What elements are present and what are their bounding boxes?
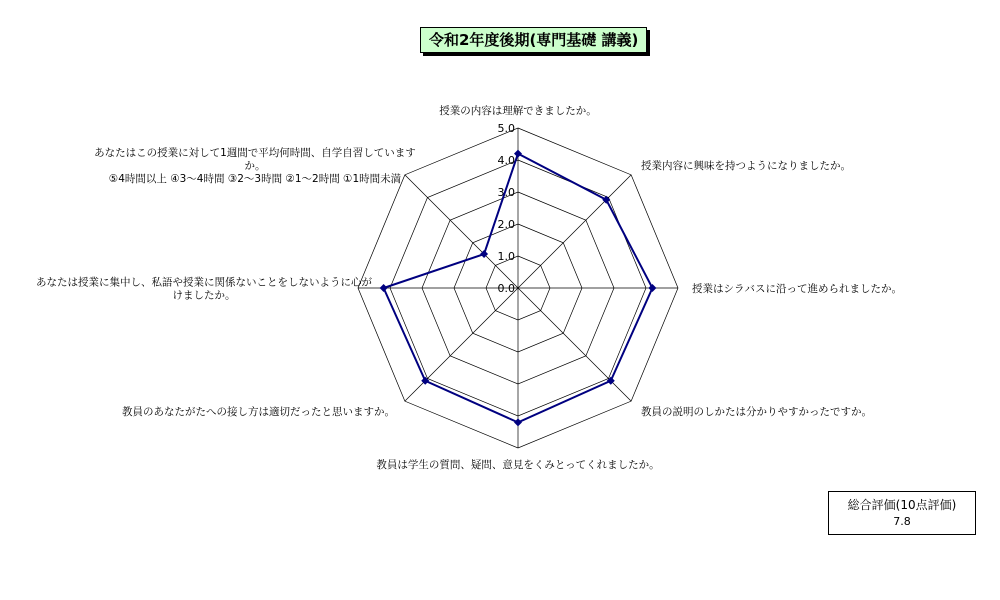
axis-label-line: ⑤4時間以上 ④3～4時間 ③2～3時間 ②1～2時間 ①1時間未満 (108, 172, 402, 185)
data-point (514, 418, 522, 426)
axis-label-line: か。 (244, 159, 266, 172)
spoke-line (518, 288, 631, 401)
axis-label (376, 458, 659, 471)
summary-label: 総合評価(10点評価) (847, 498, 957, 512)
data-point (648, 284, 656, 292)
axis-label-line: 教員のあなたがたへの接し方は適切だったと思いますか。 (121, 406, 395, 419)
tick-label: 5.0 (497, 122, 515, 135)
data-point (514, 150, 522, 158)
axis-label-line: あなたは授業に集中し、私語や授業に関係ないことをしないように心が (36, 276, 372, 289)
axis-label (439, 104, 597, 117)
data-point (380, 284, 388, 292)
axis-label-line: 授業はシラバスに沿って進められましたか。 (692, 283, 902, 295)
spoke-line (518, 175, 631, 288)
axis-label (692, 282, 902, 295)
spoke-line (405, 288, 518, 401)
tick-label: 3.0 (497, 186, 515, 199)
axis-label (641, 405, 872, 418)
chart-title: 令和2年度後期(専門基礎 講義) (420, 27, 647, 53)
axis-label-line: けましたか。 (172, 289, 236, 302)
tick-label: 0.0 (497, 282, 515, 295)
tick-label: 4.0 (497, 154, 515, 167)
radar-spokes (358, 128, 678, 448)
axis-label (122, 405, 395, 418)
axis-label-line: あなたはこの授業に対して1週間で平均何時間、自学自習しています (94, 146, 416, 159)
axis-label-line: 教員は学生の質問、疑問、意見をくみとってくれましたか。 (376, 459, 660, 471)
axis-label-line: 授業内容に興味を持つようになりましたか。 (641, 159, 852, 172)
axis-label (641, 159, 851, 172)
summary-box (828, 491, 976, 535)
tick-label: 2.0 (497, 218, 515, 231)
summary-value: 7.8 (893, 515, 911, 528)
radar-axis-labels (36, 104, 902, 471)
tick-label: 1.0 (497, 250, 515, 263)
axis-label-line: 授業の内容は理解できましたか。 (439, 105, 597, 117)
axis-label-line: 教員の説明のしかたは分かりやすかったですか。 (641, 406, 873, 419)
axis-label (36, 276, 372, 302)
axis-label (94, 146, 416, 185)
